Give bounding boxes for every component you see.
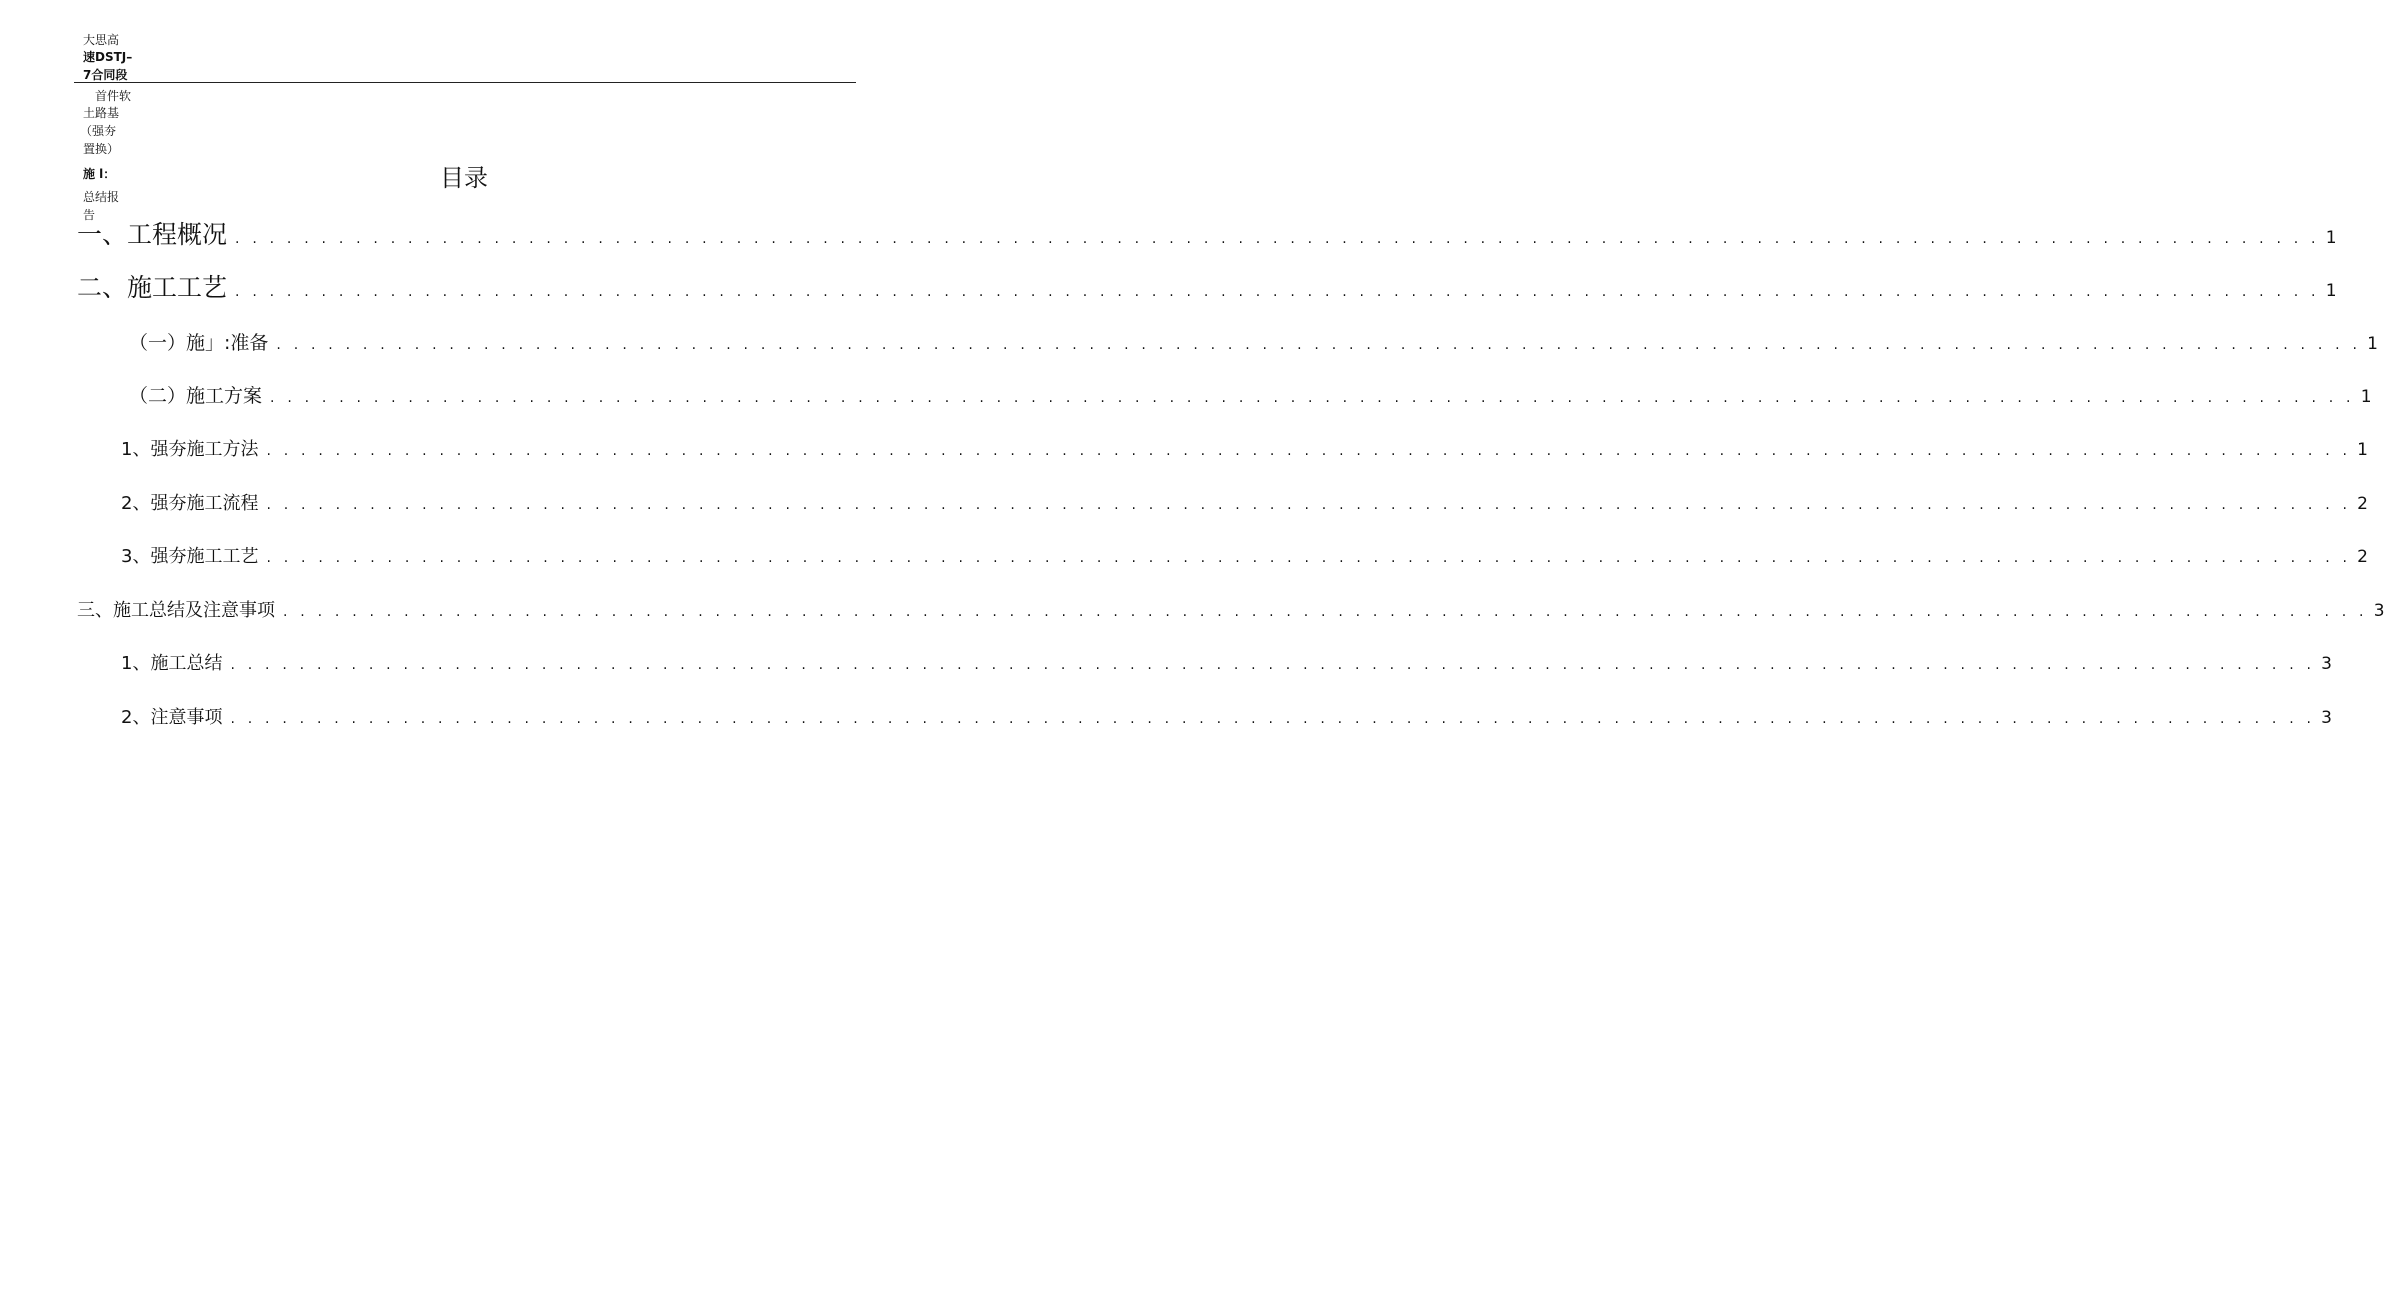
toc-entry-page: 1 <box>2360 387 2372 407</box>
header-line-3: 7合同段 <box>83 68 128 82</box>
header-line-9: 总结报 <box>83 190 120 204</box>
header-line-2: 速DSTJ– <box>83 50 133 64</box>
toc-entry[interactable] <box>77 596 2385 622</box>
toc-entry[interactable] <box>77 268 2337 304</box>
toc-leader: . . . . . . . . . . . . . . . . . . . . . . . . . . . . . . . . . . . . . . . . . . . . . . . . . . . . . . . . . . . . . . . . . . . . . . . . . . . . . . . . . . . . . . . . . . . . . . . . . . . . . . . . . . . . . . . . . . . . . . . . . <box>270 390 2355 406</box>
toc-entry[interactable] <box>121 649 2332 675</box>
toc-entry-label: 2、注意事项 <box>121 707 223 728</box>
toc-leader: . . . . . . . . . . . . . . . . . . . . . . . . . . . . . . . . . . . . . . . . . . . . . . . . . . . . . . . . . . . . . . . . . . . . . . . . . . . . . . . . . . . . . . . . . . . . . . . . . . . . . . . . . . . . . . . . . . . . . . . . . <box>266 497 2352 513</box>
toc-entry-label: 3、强夯施工工艺 <box>121 546 259 567</box>
toc-leader: . . . . . . . . . . . . . . . . . . . . . . . . . . . . . . . . . . . . . . . . . . . . . . . . . . . . . . . . . . . . . . . . . . . . . . . . . . . . . . . . . . . . . . . . . . . . . . . . . . . . . . . . . . . . . . . . . . . . . . . . . <box>283 604 2368 620</box>
toc-entry[interactable] <box>77 215 2337 251</box>
header-divider <box>74 82 856 83</box>
toc-entry[interactable] <box>121 542 2368 568</box>
toc-leader: . . . . . . . . . . . . . . . . . . . . . . . . . . . . . . . . . . . . . . . . . . . . . . . . . . . . . . . . . . . . . . . . . . . . . . . . . . . . . . . . . . . . . . . . . . . . . . . . . . . . . . . . . . . . . . . . . . . . . . . . . <box>230 657 2316 673</box>
toc-entry-label: （一）施」:准备 <box>129 332 269 354</box>
header-line-6: （强夯 <box>80 124 117 138</box>
toc-entry-page: 2 <box>2357 494 2368 514</box>
toc-entry-page: 3 <box>2373 601 2385 621</box>
toc-entry-page: 3 <box>2321 708 2332 728</box>
toc-entry-page: 2 <box>2357 547 2368 567</box>
toc-leader: . . . . . . . . . . . . . . . . . . . . . . . . . . . . . . . . . . . . . . . . . . . . . . . . . . . . . . . . . . . . . . . . . . . . . . . . . . . . . . . . . . . . . . . . . . . . . . . . . . . . . . . . . . . . . . . . . . . . . . . . . <box>276 337 2362 353</box>
toc-entry-label: 一、工程概况 <box>77 220 228 249</box>
toc-entry-page: 1 <box>2357 440 2368 460</box>
toc-entry-page: 1 <box>2325 228 2337 248</box>
toc-entry[interactable] <box>121 703 2332 729</box>
header-line-1: 大思高 <box>83 33 120 47</box>
toc-leader: . . . . . . . . . . . . . . . . . . . . . . . . . . . . . . . . . . . . . . . . . . . . . . . . . . . . . . . . . . . . . . . . . . . . . . . . . . . . . . . . . . . . . . . . . . . . . . . . . . . . . . . . . . . . . . . . . . . . . . . . . <box>266 550 2352 566</box>
toc-leader: . . . . . . . . . . . . . . . . . . . . . . . . . . . . . . . . . . . . . . . . . . . . . . . . . . . . . . . . . . . . . . . . . . . . . . . . . . . . . . . . . . . . . . . . . . . . . . . . . . . . . . . . . . . . . . . . . . . . . . . . . <box>230 711 2316 727</box>
toc-entry-page: 1 <box>2367 334 2378 354</box>
toc-entry[interactable] <box>121 489 2368 515</box>
header-line-4: 首件软 <box>95 89 132 103</box>
toc-entry-label: 三、施工总结及注意事项 <box>77 600 275 621</box>
toc-leader: . . . . . . . . . . . . . . . . . . . . . . . . . . . . . . . . . . . . . . . . . . . . . . . . . . . . . . . . . . . . . . . . . . . . . . . . . . . . . . . . . . . . . . . . . . . . . . . . . . . . . . . . . . . . . . . . . . . . . . . . . <box>235 231 2320 247</box>
toc-title: 目录 <box>440 164 488 192</box>
toc-entry[interactable] <box>129 381 2372 408</box>
toc-entry-label: 2、强夯施工流程 <box>121 493 259 514</box>
toc-entry[interactable] <box>121 435 2368 461</box>
header-line-10: 告 <box>83 208 96 222</box>
header-line-7: 置换） <box>83 142 120 156</box>
toc-entry-label: 二、施工工艺 <box>77 273 228 302</box>
toc-leader: . . . . . . . . . . . . . . . . . . . . . . . . . . . . . . . . . . . . . . . . . . . . . . . . . . . . . . . . . . . . . . . . . . . . . . . . . . . . . . . . . . . . . . . . . . . . . . . . . . . . . . . . . . . . . . . . . . . . . . . . . <box>266 443 2352 459</box>
header-line-8: 施 l： <box>83 167 116 181</box>
toc-entry-label: 1、施工总结 <box>121 653 223 674</box>
toc-entry-page: 1 <box>2325 281 2337 301</box>
toc-entry-label: 1、强夯施工方法 <box>121 439 259 460</box>
header-line-5: 土路基 <box>83 106 120 120</box>
toc-entry-page: 3 <box>2321 654 2332 674</box>
toc-entry[interactable] <box>129 328 2378 355</box>
toc-entry-label: （二）施工方案 <box>129 385 263 407</box>
toc-leader: . . . . . . . . . . . . . . . . . . . . . . . . . . . . . . . . . . . . . . . . . . . . . . . . . . . . . . . . . . . . . . . . . . . . . . . . . . . . . . . . . . . . . . . . . . . . . . . . . . . . . . . . . . . . . . . . . . . . . . . . . <box>235 284 2320 300</box>
